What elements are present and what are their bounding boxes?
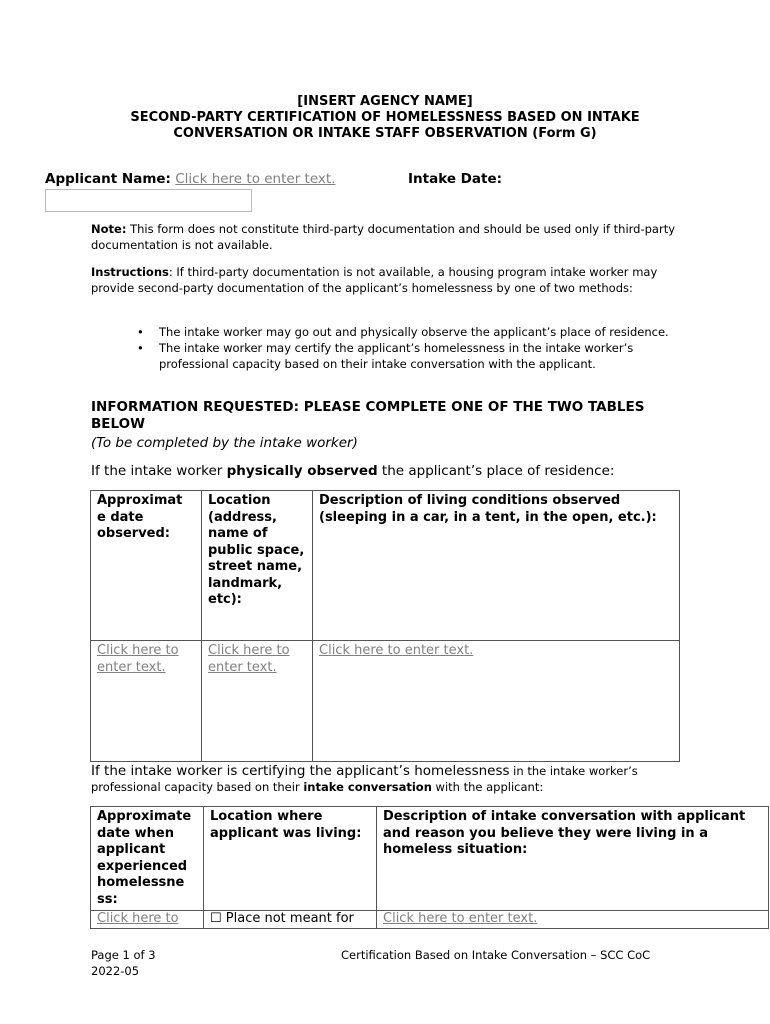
info-requested-heading: INFORMATION REQUESTED: PLEASE COMPLETE ONE OF THE TWO TABLES BELOW (91, 399, 645, 432)
agency-name: [INSERT AGENCY NAME] (297, 94, 473, 109)
observed-intro: If the intake worker physically observed the applicant’s place of residence: (91, 463, 615, 479)
table-row (91, 641, 680, 762)
page-number: Page 1 of 3 (91, 948, 156, 962)
certifying-header-location: Location where applicant was living: (204, 807, 377, 911)
instructions-paragraph (91, 264, 681, 296)
form-title-line2: CONVERSATION OR INTAKE STAFF OBSERVATION (Form G) (173, 126, 597, 141)
observed-header-description: Description of living conditions observed (sleeping in a car, in a tent, in the open, etc.): (313, 491, 680, 641)
list-item: • The intake worker may go out and physically observe the applicant’s place of residence. (137, 325, 669, 339)
applicant-name-label: Applicant Name: (45, 171, 171, 187)
note-paragraph (91, 221, 681, 253)
instructions-label: Instructions (91, 265, 169, 279)
info-subheading: (To be completed by the intake worker) (91, 435, 358, 451)
note-label: Note: (91, 222, 127, 236)
list-item: • The intake worker may certify the applicant’s homelessness in the intake worker’s professional capacity based on their intake conversation with the applicant. (137, 341, 634, 371)
table-row (91, 911, 769, 929)
place-not-meant-label: Place not meant for (225, 911, 354, 926)
observed-location-field[interactable]: Click here to enter text. (208, 643, 290, 675)
applicant-name-field[interactable]: Click here to enter text. (175, 171, 336, 187)
observed-date-field[interactable]: Click here to enter text. (97, 643, 179, 675)
footer-center: Certification Based on Intake Conversation – SCC CoC (341, 948, 651, 962)
note-text: This form does not constitute third-party documentation and should be used only if third-party documentation is not available. (91, 222, 676, 252)
certifying-header-date: Approximate date when applicant experienced homelessne ss: (91, 807, 204, 911)
checkbox-icon[interactable]: ☐ (210, 911, 222, 926)
methods-list (137, 324, 682, 372)
certifying-table (90, 806, 769, 929)
applicant-name-row (45, 171, 336, 187)
form-title-line1: SECOND-PARTY CERTIFICATION OF HOMELESSNESS BASED ON INTAKE (130, 110, 640, 125)
certifying-date-field[interactable]: Click here to (97, 911, 179, 926)
certifying-header-description: Description of intake conversation with applicant and reason you believe they were living in a homeless situation: (377, 807, 769, 911)
observed-table (90, 490, 680, 762)
certifying-intro: If the intake worker is certifying the applicant’s homelessness in the intake worker’s professional capacity based on their intake conversation with the applicant: (91, 763, 638, 794)
observed-description-field[interactable]: Click here to enter text. (319, 643, 474, 658)
revision-date: 2022-05 (91, 964, 140, 978)
certifying-description-field[interactable]: Click here to enter text. (383, 911, 538, 926)
intake-date-field[interactable] (45, 189, 252, 212)
instructions-text: : If third-party documentation is not available, a housing program intake worker may provide second-party documentation of the applicant’s homelessness by one of two methods: (91, 265, 658, 295)
observed-header-location: Location (address, name of public space, street name, landmark, etc): (202, 491, 313, 641)
intake-date-label: Intake Date: (408, 171, 502, 187)
observed-header-date: Approximat e date observed: (91, 491, 202, 641)
footer-left (91, 947, 156, 979)
